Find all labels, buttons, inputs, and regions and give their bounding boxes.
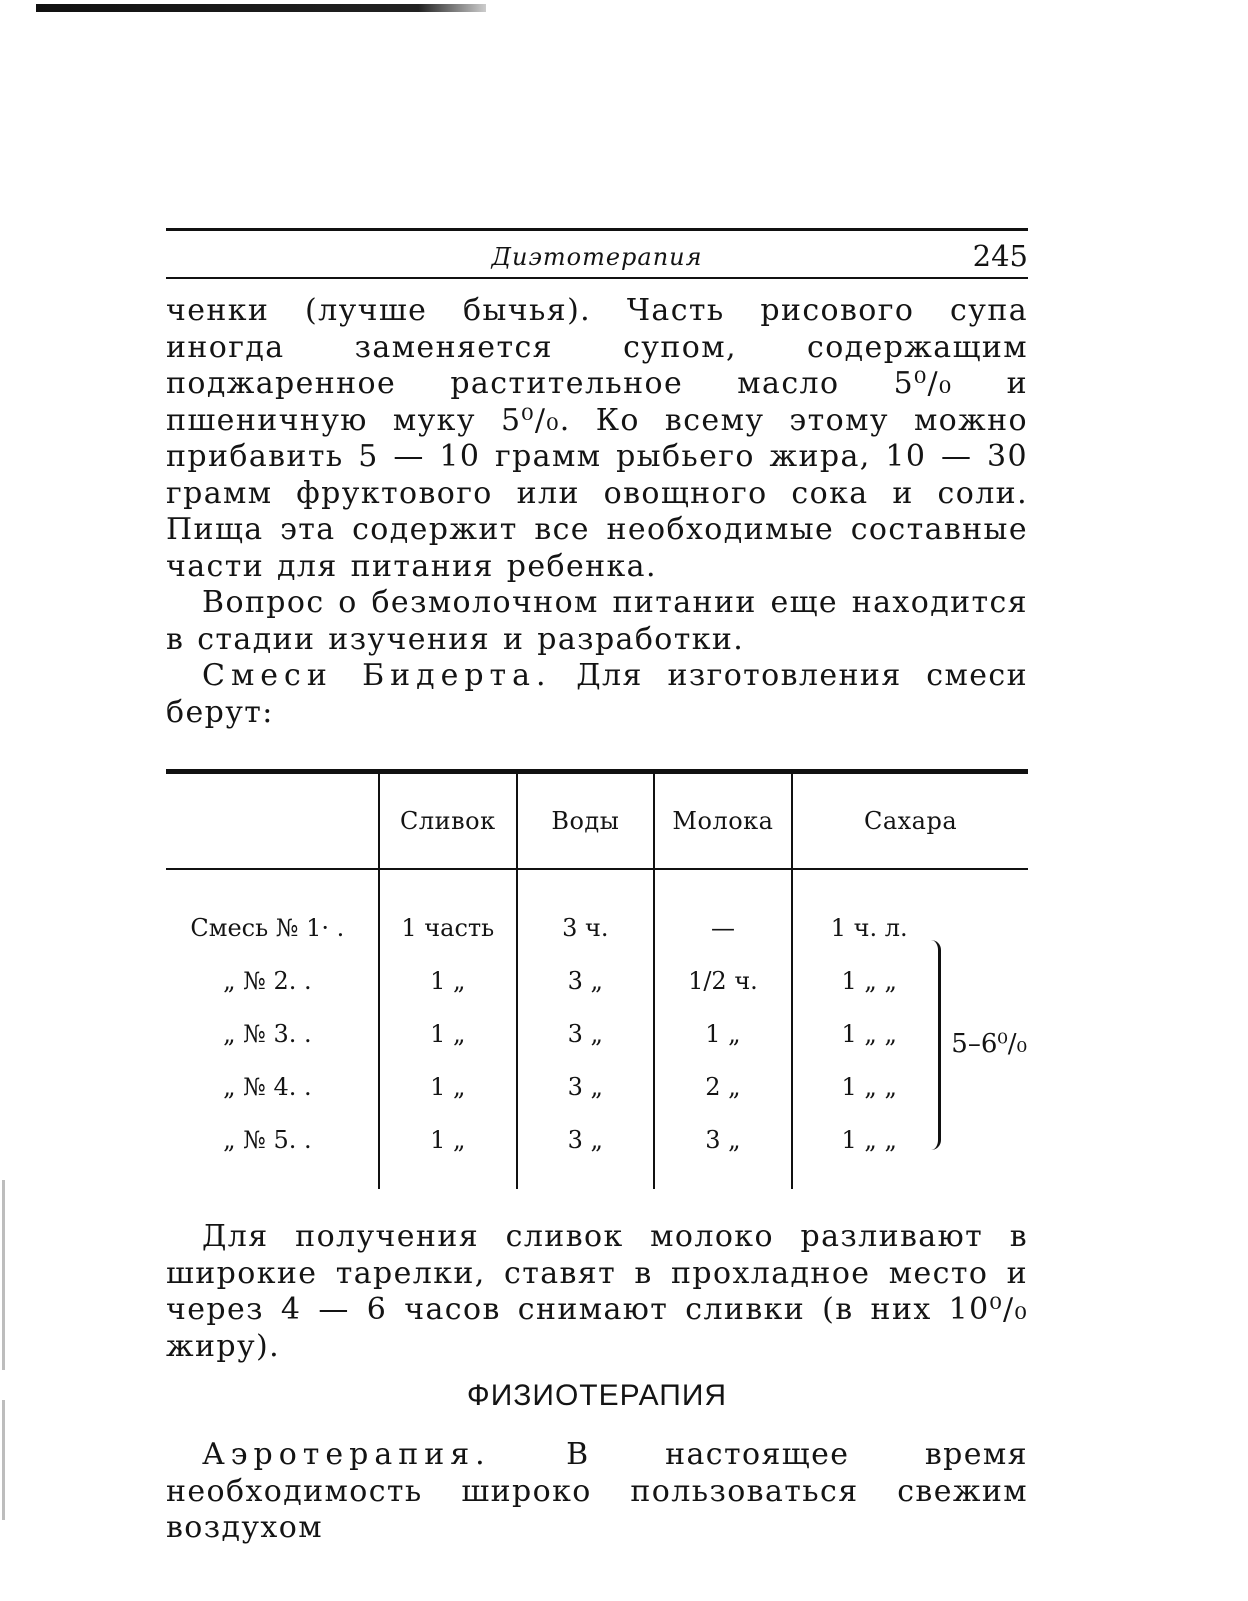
table-header-row: [166, 772, 1028, 870]
book-page: [166, 228, 1028, 1547]
paragraph-2: Вопрос о безмолочном питании еще находится в стадии изучения и разработки.: [166, 585, 1028, 657]
paragraph-4: Для получения сливок молоко разливают в широкие тарелки, ставят в прохладное место и через 4 — 6 часов снимают сливки (в них 10⁰/₀ жиру).: [166, 1219, 1028, 1364]
bidert-mixtures-table: [166, 769, 1028, 1189]
header-water: Воды: [517, 772, 654, 870]
scan-edge-bar: [36, 4, 486, 12]
cell-sugar: 1 ч. л.: [792, 869, 922, 954]
cell-water: 3 „: [517, 1060, 654, 1113]
table-row: [166, 1007, 1028, 1060]
paragraph-3: [166, 658, 1028, 731]
term-aerotherapy: Аэротерапия.: [202, 1437, 491, 1472]
cell-milk: 3 „: [654, 1113, 792, 1189]
header-rule-top: [166, 228, 1028, 231]
running-title: Диэтотерапия: [491, 243, 703, 271]
scan-edge-mark: [2, 1180, 5, 1370]
table-row: [166, 954, 1028, 1007]
paragraph-5: [166, 1437, 1028, 1547]
cell-cream: 1 „: [379, 1060, 517, 1113]
running-header: [166, 237, 1028, 273]
row-label: „ № 3. .: [223, 1019, 312, 1048]
cell-cream: 1 „: [379, 954, 517, 1007]
cell-milk: 1 „: [654, 1007, 792, 1060]
cell-cream: 1 „: [379, 1113, 517, 1189]
table-row: [166, 1060, 1028, 1113]
cell-milk: 2 „: [654, 1060, 792, 1113]
header-sugar: Сахара: [792, 772, 1028, 870]
cell-cream: 1 „: [379, 1007, 517, 1060]
header-milk: Молока: [654, 772, 792, 870]
cell-water: 3 ч.: [517, 869, 654, 954]
cell-sugar: 1 „ „: [792, 1113, 922, 1189]
cell-water: 3 „: [517, 954, 654, 1007]
paragraph-5-text: В настоящее время необходимость широко пользоваться свежим воздухом: [166, 1437, 1028, 1545]
row-label: „ № 4. .: [223, 1072, 312, 1101]
page-number: 245: [972, 239, 1028, 273]
cell-water: 3 „: [517, 1113, 654, 1189]
row-label: „ № 5. .: [223, 1125, 312, 1154]
brace-bracket: [928, 940, 941, 1150]
paragraph-1: ченки (лучше бычья). Часть рисового супа иногда заменяется супом, содержащим поджаренное растительное масло 5⁰/₀ и пшеничную муку 5⁰/₀. Ко всему этому можно прибавить 5 — 10 грамм рыбьего жира, 10 — 30 грамм фруктового или овощного сока и соли. Пища эта содержит все необходимые составные части для питания ребенка.: [166, 293, 1028, 584]
cell-sugar: 1 „ „: [792, 1060, 922, 1113]
table-row: [166, 869, 1028, 954]
cell-water: 3 „: [517, 1007, 654, 1060]
sugar-total: 5–6⁰/₀: [951, 1029, 1027, 1059]
row-label: Смесь № 1· .: [190, 913, 345, 942]
row-label: „ № 2. .: [223, 966, 312, 995]
term-bidert-mixtures: Смеси Бидерта.: [202, 658, 552, 693]
cell-milk: —: [654, 869, 792, 954]
cell-milk: 1/2 ч.: [654, 954, 792, 1007]
header-rule-bottom: [166, 277, 1028, 279]
cell-sugar: 1 „ „: [792, 954, 922, 1007]
header-empty-cell: [166, 772, 379, 870]
table-row: [166, 1113, 1028, 1189]
cell-cream: 1 часть: [379, 869, 517, 954]
header-cream: Сливок: [379, 772, 517, 870]
sugar-total-cell: [922, 869, 1028, 1189]
cell-sugar: 1 „ „: [792, 1007, 922, 1060]
paragraph-3-text: Для изготовления смеси берут:: [166, 658, 1028, 730]
section-title: ФИЗИОТЕРАПИЯ: [466, 1379, 728, 1412]
scan-edge-mark: [2, 1400, 5, 1520]
